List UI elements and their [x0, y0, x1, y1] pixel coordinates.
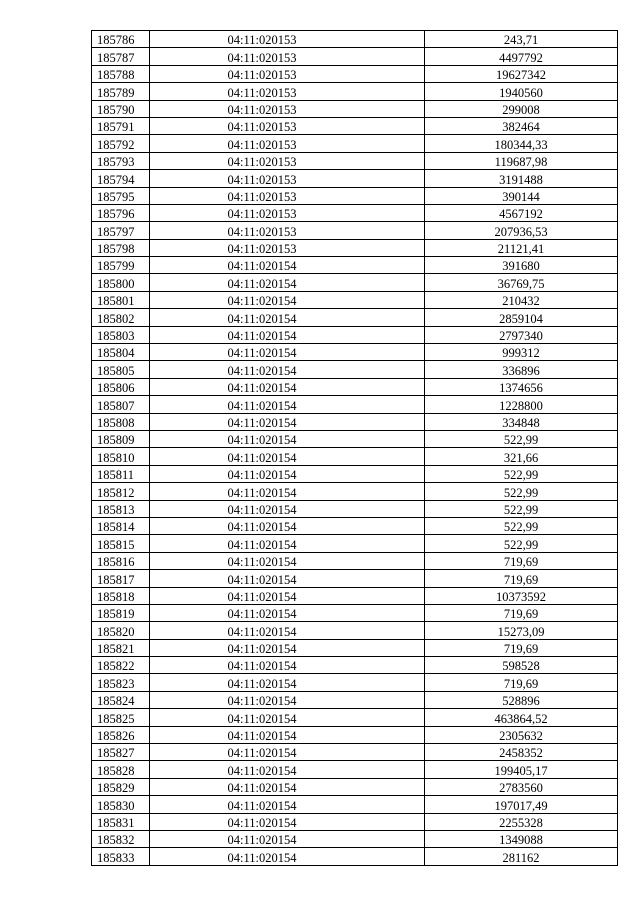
- table-row: [92, 361, 618, 378]
- row-id-cell: 185819: [92, 604, 150, 621]
- cadastral-code-cell: 04:11:020153: [150, 187, 425, 204]
- table-row: [92, 187, 618, 204]
- cadastral-code-cell: 04:11:020154: [150, 257, 425, 274]
- table-row: [92, 465, 618, 482]
- value-cell: 243,71: [425, 31, 618, 48]
- value-cell: 522,99: [425, 430, 618, 447]
- cadastral-code-cell: 04:11:020153: [150, 31, 425, 48]
- table-row: [92, 152, 618, 169]
- cadastral-code-cell: 04:11:020153: [150, 65, 425, 82]
- value-cell: 15273,09: [425, 622, 618, 639]
- table-row: [92, 65, 618, 82]
- cadastral-code-cell: 04:11:020153: [150, 152, 425, 169]
- cadastral-code-cell: 04:11:020154: [150, 413, 425, 430]
- row-id-cell: 185820: [92, 622, 150, 639]
- value-cell: 522,99: [425, 465, 618, 482]
- table-row: [92, 709, 618, 726]
- cadastral-code-cell: 04:11:020154: [150, 570, 425, 587]
- cadastral-code-cell: 04:11:020154: [150, 639, 425, 656]
- cadastral-code-cell: 04:11:020154: [150, 778, 425, 795]
- table-row: [92, 744, 618, 761]
- cadastral-code-cell: 04:11:020153: [150, 170, 425, 187]
- value-cell: 1349088: [425, 830, 618, 847]
- row-id-cell: 185816: [92, 552, 150, 569]
- table-row: [92, 726, 618, 743]
- value-cell: 299008: [425, 100, 618, 117]
- value-cell: 10373592: [425, 587, 618, 604]
- cadastral-code-cell: 04:11:020154: [150, 396, 425, 413]
- cadastral-code-cell: 04:11:020154: [150, 291, 425, 308]
- cadastral-code-cell: 04:11:020154: [150, 309, 425, 326]
- value-cell: 36769,75: [425, 274, 618, 291]
- row-id-cell: 185831: [92, 813, 150, 830]
- row-id-cell: 185814: [92, 517, 150, 534]
- cadastral-code-cell: 04:11:020153: [150, 83, 425, 100]
- table-row: [92, 257, 618, 274]
- cadastral-code-cell: 04:11:020154: [150, 361, 425, 378]
- value-cell: 2783560: [425, 778, 618, 795]
- value-cell: 334848: [425, 413, 618, 430]
- table-row: [92, 309, 618, 326]
- table-row: [92, 170, 618, 187]
- data-table: [91, 30, 618, 866]
- value-cell: 2255328: [425, 813, 618, 830]
- cadastral-code-cell: 04:11:020154: [150, 326, 425, 343]
- value-cell: 21121,41: [425, 239, 618, 256]
- value-cell: 598528: [425, 657, 618, 674]
- cadastral-code-cell: 04:11:020154: [150, 587, 425, 604]
- table-row: [92, 344, 618, 361]
- row-id-cell: 185793: [92, 152, 150, 169]
- cadastral-code-cell: 04:11:020154: [150, 344, 425, 361]
- value-cell: 719,69: [425, 570, 618, 587]
- row-id-cell: 185807: [92, 396, 150, 413]
- table-row: [92, 639, 618, 656]
- table-row: [92, 430, 618, 447]
- row-id-cell: 185800: [92, 274, 150, 291]
- value-cell: 999312: [425, 344, 618, 361]
- value-cell: 210432: [425, 291, 618, 308]
- table-row: [92, 135, 618, 152]
- table-row: [92, 396, 618, 413]
- cadastral-code-cell: 04:11:020154: [150, 500, 425, 517]
- value-cell: 1228800: [425, 396, 618, 413]
- table-row: [92, 796, 618, 813]
- row-id-cell: 185798: [92, 239, 150, 256]
- cadastral-code-cell: 04:11:020153: [150, 204, 425, 221]
- table-row: [92, 413, 618, 430]
- table-row: [92, 552, 618, 569]
- table-row: [92, 848, 618, 865]
- row-id-cell: 185817: [92, 570, 150, 587]
- table-row: [92, 274, 618, 291]
- cadastral-code-cell: 04:11:020153: [150, 100, 425, 117]
- value-cell: 522,99: [425, 500, 618, 517]
- row-id-cell: 185832: [92, 830, 150, 847]
- value-cell: 719,69: [425, 552, 618, 569]
- table-row: [92, 604, 618, 621]
- value-cell: 522,99: [425, 483, 618, 500]
- table-row: [92, 517, 618, 534]
- row-id-cell: 185811: [92, 465, 150, 482]
- row-id-cell: 185790: [92, 100, 150, 117]
- value-cell: 719,69: [425, 639, 618, 656]
- row-id-cell: 185789: [92, 83, 150, 100]
- value-cell: 119687,98: [425, 152, 618, 169]
- cadastral-code-cell: 04:11:020154: [150, 604, 425, 621]
- row-id-cell: 185786: [92, 31, 150, 48]
- cadastral-code-cell: 04:11:020154: [150, 657, 425, 674]
- value-cell: 2859104: [425, 309, 618, 326]
- cadastral-code-cell: 04:11:020153: [150, 135, 425, 152]
- row-id-cell: 185815: [92, 535, 150, 552]
- row-id-cell: 185822: [92, 657, 150, 674]
- row-id-cell: 185813: [92, 500, 150, 517]
- cadastral-code-cell: 04:11:020154: [150, 483, 425, 500]
- table-row: [92, 239, 618, 256]
- value-cell: 390144: [425, 187, 618, 204]
- row-id-cell: 185830: [92, 796, 150, 813]
- value-cell: 336896: [425, 361, 618, 378]
- table-row: [92, 778, 618, 795]
- row-id-cell: 185794: [92, 170, 150, 187]
- row-id-cell: 185823: [92, 674, 150, 691]
- row-id-cell: 185801: [92, 291, 150, 308]
- value-cell: 528896: [425, 691, 618, 708]
- table-row: [92, 813, 618, 830]
- cadastral-code-cell: 04:11:020154: [150, 517, 425, 534]
- table-row: [92, 117, 618, 134]
- cadastral-code-cell: 04:11:020153: [150, 222, 425, 239]
- value-cell: 719,69: [425, 674, 618, 691]
- value-cell: 197017,49: [425, 796, 618, 813]
- row-id-cell: 185797: [92, 222, 150, 239]
- row-id-cell: 185792: [92, 135, 150, 152]
- table-row: [92, 83, 618, 100]
- value-cell: 4567192: [425, 204, 618, 221]
- table-row: [92, 378, 618, 395]
- cadastral-code-cell: 04:11:020154: [150, 552, 425, 569]
- cadastral-code-cell: 04:11:020154: [150, 448, 425, 465]
- row-id-cell: 185829: [92, 778, 150, 795]
- table-row: [92, 326, 618, 343]
- cadastral-code-cell: 04:11:020154: [150, 761, 425, 778]
- row-id-cell: 185796: [92, 204, 150, 221]
- cadastral-code-cell: 04:11:020154: [150, 709, 425, 726]
- row-id-cell: 185802: [92, 309, 150, 326]
- cadastral-code-cell: 04:11:020154: [150, 744, 425, 761]
- value-cell: 4497792: [425, 48, 618, 65]
- row-id-cell: 185795: [92, 187, 150, 204]
- table-row: [92, 657, 618, 674]
- cadastral-code-cell: 04:11:020154: [150, 830, 425, 847]
- cadastral-code-cell: 04:11:020154: [150, 674, 425, 691]
- value-cell: 281162: [425, 848, 618, 865]
- table-row: [92, 830, 618, 847]
- table-row: [92, 691, 618, 708]
- cadastral-code-cell: 04:11:020154: [150, 535, 425, 552]
- table-row: [92, 761, 618, 778]
- table-row: [92, 622, 618, 639]
- table-row: [92, 587, 618, 604]
- value-cell: 463864,52: [425, 709, 618, 726]
- cadastral-code-cell: 04:11:020154: [150, 622, 425, 639]
- cadastral-code-cell: 04:11:020154: [150, 848, 425, 865]
- cadastral-code-cell: 04:11:020154: [150, 378, 425, 395]
- value-cell: 2797340: [425, 326, 618, 343]
- cadastral-code-cell: 04:11:020154: [150, 465, 425, 482]
- value-cell: 391680: [425, 257, 618, 274]
- row-id-cell: 185825: [92, 709, 150, 726]
- value-cell: 321,66: [425, 448, 618, 465]
- value-cell: 207936,53: [425, 222, 618, 239]
- row-id-cell: 185826: [92, 726, 150, 743]
- row-id-cell: 185812: [92, 483, 150, 500]
- row-id-cell: 185809: [92, 430, 150, 447]
- value-cell: 522,99: [425, 535, 618, 552]
- table-row: [92, 291, 618, 308]
- table-body: [92, 31, 618, 866]
- table-row: [92, 570, 618, 587]
- row-id-cell: 185803: [92, 326, 150, 343]
- value-cell: 1374656: [425, 378, 618, 395]
- cadastral-code-cell: 04:11:020154: [150, 274, 425, 291]
- cadastral-code-cell: 04:11:020154: [150, 691, 425, 708]
- cadastral-code-cell: 04:11:020153: [150, 48, 425, 65]
- value-cell: 382464: [425, 117, 618, 134]
- value-cell: 522,99: [425, 517, 618, 534]
- row-id-cell: 185808: [92, 413, 150, 430]
- row-id-cell: 185788: [92, 65, 150, 82]
- cadastral-code-cell: 04:11:020154: [150, 726, 425, 743]
- row-id-cell: 185804: [92, 344, 150, 361]
- table-row: [92, 222, 618, 239]
- cadastral-code-cell: 04:11:020154: [150, 796, 425, 813]
- table-row: [92, 31, 618, 48]
- table-row: [92, 448, 618, 465]
- cadastral-code-cell: 04:11:020153: [150, 117, 425, 134]
- row-id-cell: 185805: [92, 361, 150, 378]
- row-id-cell: 185791: [92, 117, 150, 134]
- cadastral-code-cell: 04:11:020153: [150, 239, 425, 256]
- value-cell: 2305632: [425, 726, 618, 743]
- row-id-cell: 185828: [92, 761, 150, 778]
- value-cell: 719,69: [425, 604, 618, 621]
- value-cell: 180344,33: [425, 135, 618, 152]
- row-id-cell: 185806: [92, 378, 150, 395]
- row-id-cell: 185827: [92, 744, 150, 761]
- cadastral-code-cell: 04:11:020154: [150, 430, 425, 447]
- row-id-cell: 185833: [92, 848, 150, 865]
- value-cell: 1940560: [425, 83, 618, 100]
- cadastral-code-cell: 04:11:020154: [150, 813, 425, 830]
- value-cell: 19627342: [425, 65, 618, 82]
- table-row: [92, 500, 618, 517]
- value-cell: 2458352: [425, 744, 618, 761]
- value-cell: 199405,17: [425, 761, 618, 778]
- value-cell: 3191488: [425, 170, 618, 187]
- row-id-cell: 185818: [92, 587, 150, 604]
- table-row: [92, 483, 618, 500]
- table-row: [92, 48, 618, 65]
- row-id-cell: 185787: [92, 48, 150, 65]
- row-id-cell: 185810: [92, 448, 150, 465]
- table-row: [92, 204, 618, 221]
- table-row: [92, 100, 618, 117]
- table-row: [92, 535, 618, 552]
- row-id-cell: 185799: [92, 257, 150, 274]
- table-row: [92, 674, 618, 691]
- row-id-cell: 185821: [92, 639, 150, 656]
- row-id-cell: 185824: [92, 691, 150, 708]
